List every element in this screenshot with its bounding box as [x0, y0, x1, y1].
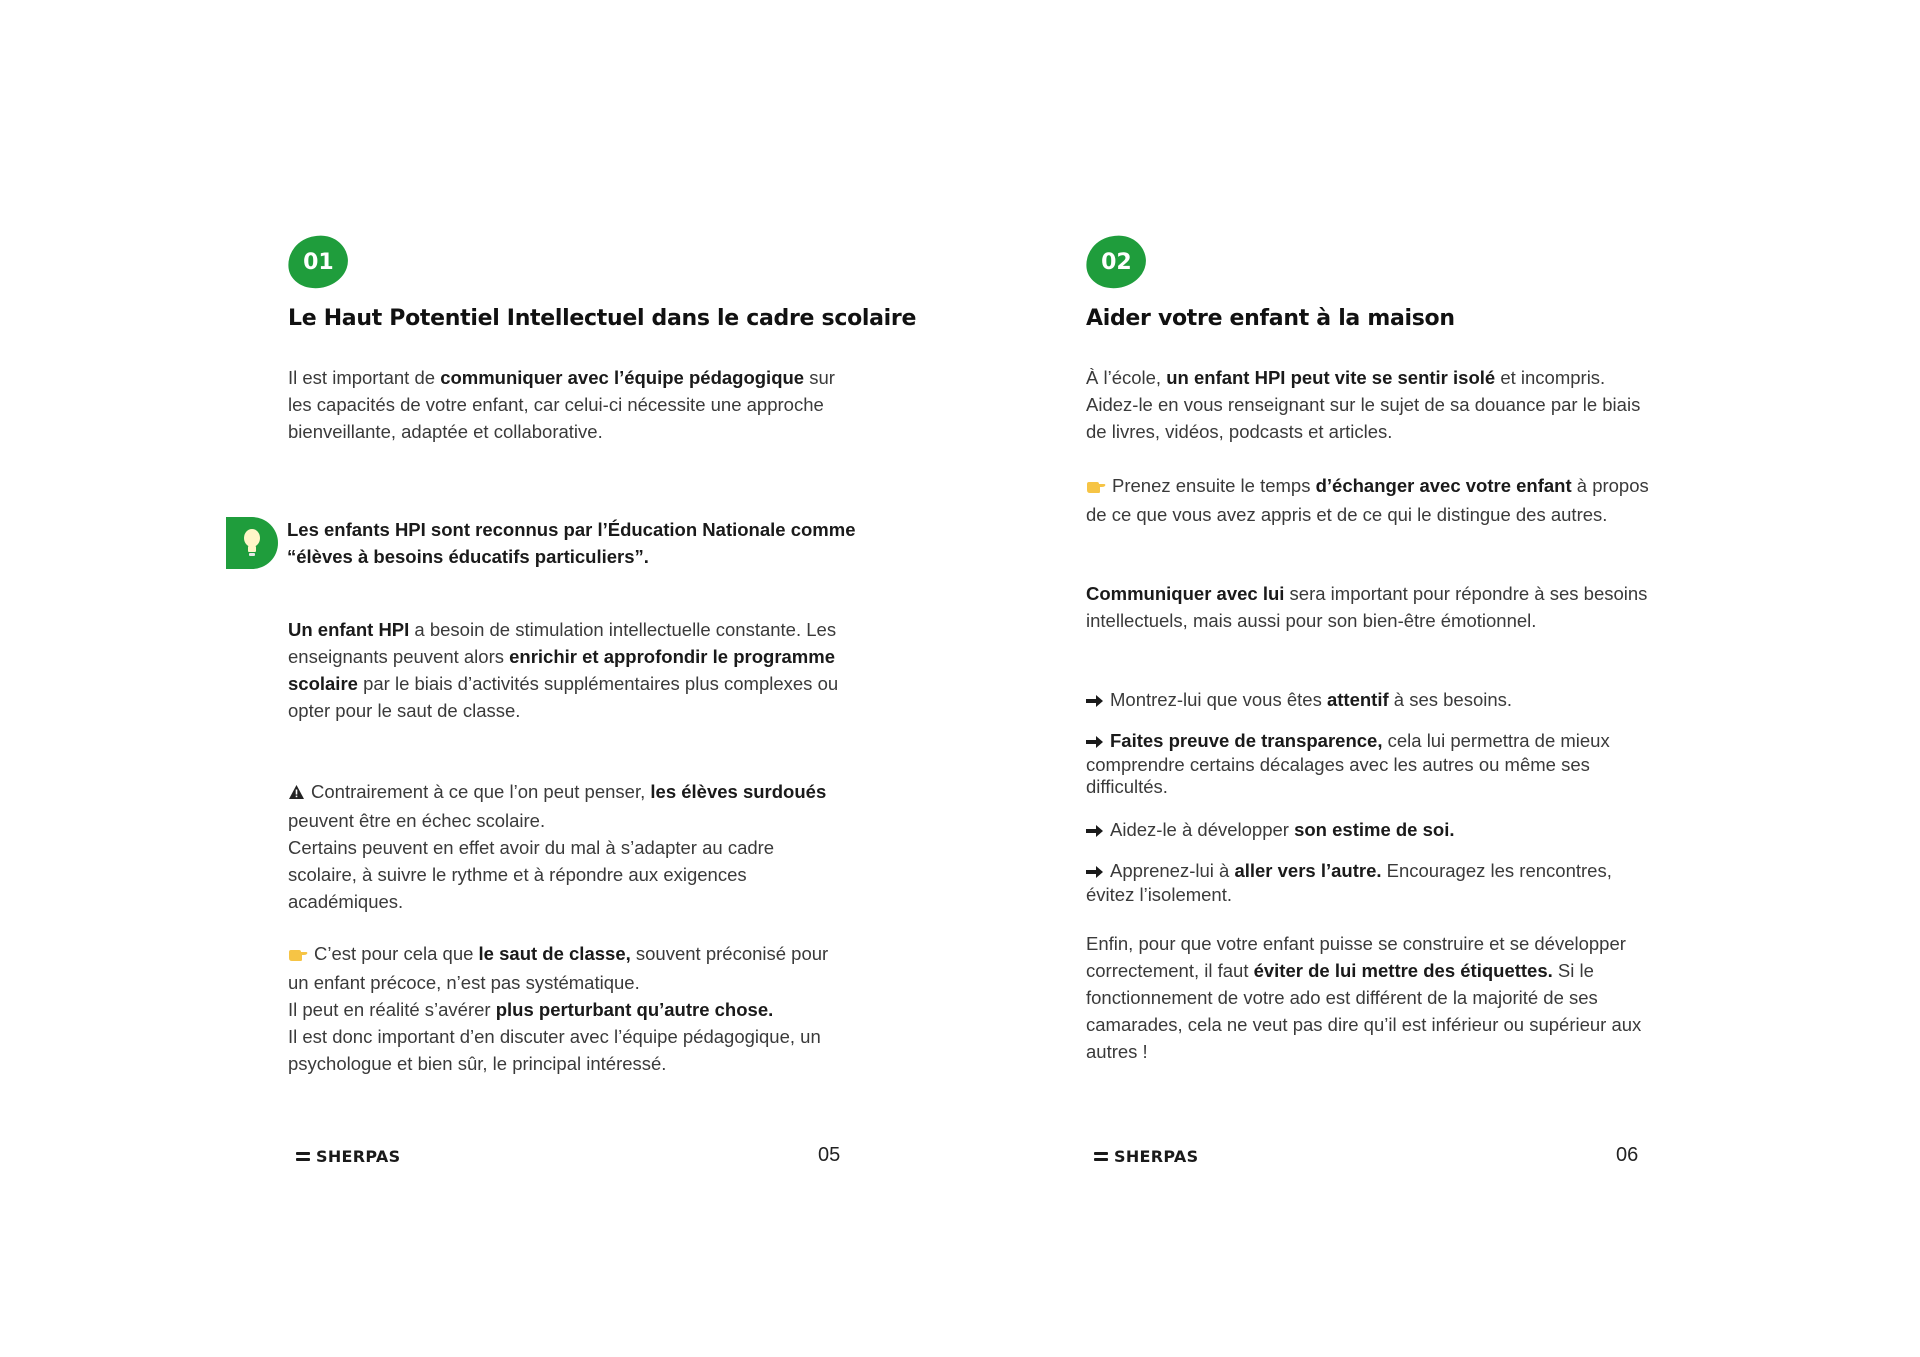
page-number: 05 — [818, 1144, 841, 1166]
communiquer-paragraph: Communiquer avec lui sera important pour répondre à ses besoins intellectuels, mais aussi pour son bien-être émotionnel. — [1086, 583, 1648, 631]
right-arrow-icon — [1086, 688, 1104, 715]
intro-paragraph: Il est important de communiquer avec l’équipe pédagogique sur les capacités de votre enfant, car celui-ci nécessite une approche bienveillante, adaptée et collaborative. — [288, 367, 835, 442]
emphasis-text: attentif — [1326, 689, 1389, 710]
section-number-badge: 02 — [1083, 232, 1150, 292]
emphasis-text: Faites preuve de transparence, — [1110, 730, 1383, 751]
bullet-item: Apprenez-lui à aller vers l’autre. Encouragez les rencontres, évitez l’isolement. — [1086, 860, 1612, 905]
pointing-hand-icon — [1086, 474, 1106, 501]
page-number: 06 — [1616, 1144, 1639, 1166]
emphasis-text: un enfant HPI peut vite se sentir isolé — [1166, 367, 1496, 388]
callout-text: Les enfants HPI sont reconnus par l’Éducation Nationale comme “élèves à besoins éducatifs particuliers”. — [287, 519, 856, 567]
brand-logo: SHERPAS — [1094, 1147, 1198, 1166]
emphasis-text: le saut de classe, — [478, 943, 631, 964]
emphasis-text: éviter de lui mettre des étiquettes. — [1253, 960, 1553, 981]
section-title: Le Haut Potentiel Intellectuel dans le cadre scolaire — [288, 306, 917, 331]
bullet-item: Aidez-le à développer son estime de soi. — [1086, 816, 1656, 845]
emphasis-text: communiquer avec l’équipe pédagogique — [440, 367, 805, 388]
enfin-paragraph: Enfin, pour que votre enfant puisse se construire et se développer correctement, il faut éviter de lui mettre des étiquettes. Si le fonctionnement de votre ado est différent de la majorité de ses camarades, cela ne veut pas dire qu’il est inférieur ou supérieur aux autres ! — [1086, 933, 1642, 1062]
section-title: Aider votre enfant à la maison — [1086, 306, 1455, 331]
emphasis-text: d’échanger avec votre enfant — [1315, 475, 1572, 496]
emphasis-text: les élèves surdoués — [650, 781, 827, 802]
echanger-paragraph: Prenez ensuite le temps d’échanger avec votre enfant à propos de ce que vous avez appris et de ce qui le distingue des autres. — [1086, 475, 1649, 525]
stimulation-paragraph: Un enfant HPI a besoin de stimulation intellectuelle constante. Les enseignants peuvent alors enrichir et approfondir le programme scolaire par le biais d’activités supplémentaires plus complexes ou opter pour le saut de classe. — [288, 619, 839, 721]
callout-badge — [226, 517, 278, 569]
emphasis-text: aller vers l’autre. — [1234, 860, 1382, 881]
emphasis-text: enrichir et approfondir le programme scolaire — [288, 646, 835, 694]
warning-paragraph: Contrairement à ce que l’on peut penser, les élèves surdoués peuvent être en échec scolaire. Certains peuvent en effet avoir du mal à s’adapter au cadre scolaire, à suivre le rythme et à répondre aux exigences académiques. — [288, 781, 827, 912]
saut-de-classe-paragraph: C’est pour cela que le saut de classe, souvent préconisé pour un enfant précoce, n’est pas systématique. Il peut en réalité s’avérer plus perturbant qu’autre chose. Il est donc important d’en discuter avec l’équipe pédagogique, un psychologue et bien sûr, le principal intéressé. — [288, 943, 829, 1074]
brand-logo: SHERPAS — [296, 1147, 400, 1166]
sherpas-logo-icon — [1094, 1152, 1108, 1161]
emphasis-text: son estime de soi. — [1294, 819, 1455, 840]
bullet-item: Faites preuve de transparence, cela lui permettra de mieux comprendre certains décalages avec les autres ou même ses difficultés. — [1086, 730, 1610, 797]
right-arrow-icon — [1086, 862, 1104, 884]
right-arrow-icon — [1086, 732, 1104, 754]
lightbulb-icon — [240, 527, 264, 559]
pointing-hand-icon — [288, 942, 308, 969]
emphasis-text: plus perturbant qu’autre chose. — [495, 999, 774, 1020]
bullet-item: Montrez-lui que vous êtes attentif à ses besoins. — [1086, 686, 1656, 715]
emphasis-text: Un enfant HPI — [288, 619, 410, 640]
emphasis-text: Communiquer avec lui — [1086, 583, 1285, 604]
right-arrow-icon — [1086, 818, 1104, 845]
sherpas-logo-icon — [296, 1152, 310, 1161]
right-page — [960, 0, 1920, 1357]
section-number-badge: 01 — [285, 232, 352, 292]
intro-paragraph: À l’école, un enfant HPI peut vite se sentir isolé et incompris. Aidez-le en vous renseignant sur le sujet de sa douance par le biais de livres, vidéos, podcasts et articles. — [1086, 367, 1641, 442]
warning-icon — [288, 780, 305, 807]
